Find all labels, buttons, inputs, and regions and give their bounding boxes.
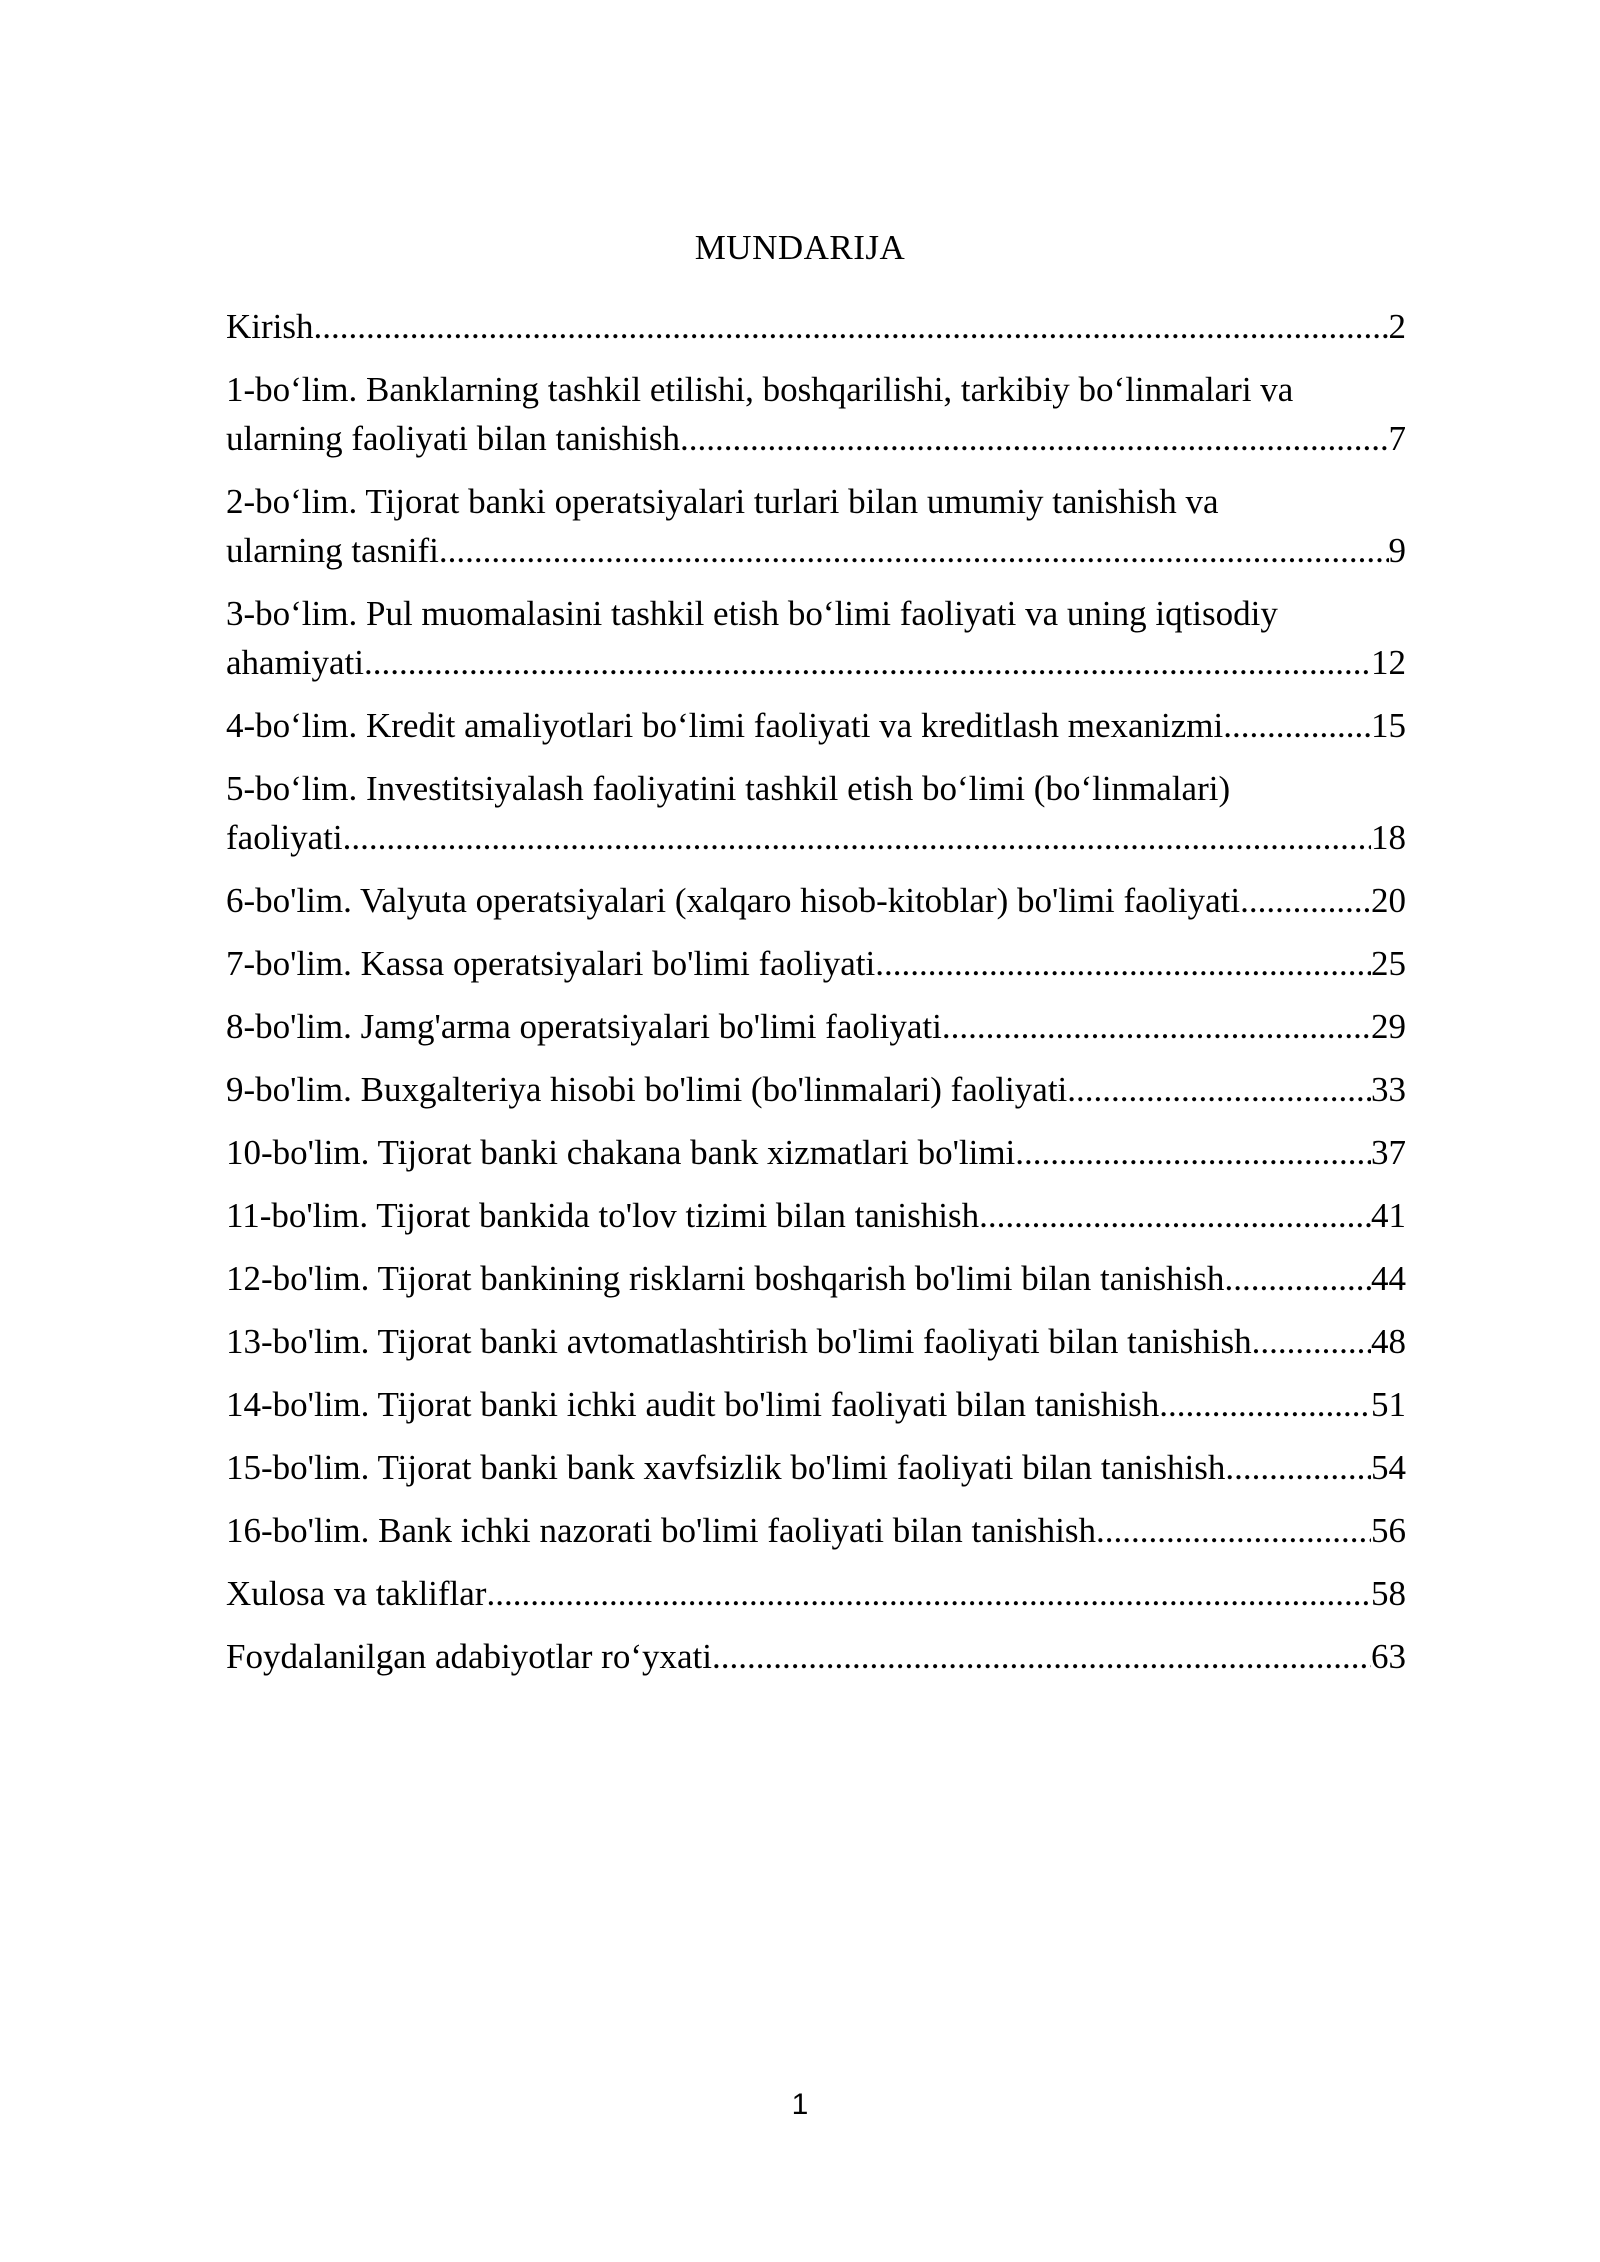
dot-leader: [875, 939, 1371, 988]
toc-entry[interactable]: [226, 477, 1406, 575]
toc-entry[interactable]: [226, 302, 1406, 351]
toc-row: [226, 1254, 1406, 1303]
toc-page-number: 7: [1388, 419, 1406, 458]
toc-entry[interactable]: [226, 1254, 1406, 1303]
toc-row: [226, 813, 1406, 862]
toc-title: MUNDARIJA: [694, 228, 906, 267]
toc-page-number: 37: [1371, 1133, 1406, 1172]
toc-page-number: 63: [1371, 1637, 1406, 1676]
page-number: 1: [791, 2088, 809, 2121]
dot-leader: [1252, 1317, 1371, 1366]
toc-entry[interactable]: [226, 1443, 1406, 1492]
toc-page-number: 44: [1371, 1259, 1406, 1298]
dot-leader: [942, 1002, 1371, 1051]
toc-entry-title: 16-bo'lim. Bank ichki nazorati bo'limi faoliyati bilan tanishish: [226, 1511, 1096, 1550]
dot-leader: [1015, 1128, 1371, 1177]
dot-leader: [439, 526, 1389, 575]
toc-entry-title: 4-bo‘lim. Kredit amaliyotlari bo‘limi faoliyati va kreditlash mexanizmi: [226, 706, 1224, 745]
dot-leader: [343, 813, 1371, 862]
toc-entry[interactable]: [226, 764, 1406, 862]
toc-entry-title: ularning faoliyati bilan tanishish: [226, 419, 680, 458]
toc-entry-title: Foydalanilgan adabiyotlar ro‘yxati: [226, 1637, 712, 1676]
dot-leader: [314, 302, 1389, 351]
toc-page-number: 56: [1371, 1511, 1406, 1550]
table-of-contents: [226, 302, 1406, 1695]
toc-entry[interactable]: [226, 1065, 1406, 1114]
toc-row: [226, 1506, 1406, 1555]
toc-entry[interactable]: [226, 1632, 1406, 1681]
toc-entry-title-line1: 1-bo‘lim. Banklarning tashkil etilishi, boshqarilishi, tarkibiy bo‘linmalari va: [226, 370, 1294, 409]
toc-page-number: 2: [1388, 307, 1406, 346]
dot-leader: [1067, 1065, 1371, 1114]
dot-leader: [1224, 1254, 1371, 1303]
toc-page-number: 48: [1371, 1322, 1406, 1361]
toc-row: [226, 1632, 1406, 1681]
toc-entry-title: 8-bo'lim. Jamg'arma operatsiyalari bo'limi faoliyati: [226, 1007, 942, 1046]
toc-row: [226, 1569, 1406, 1618]
toc-page-number: 51: [1371, 1385, 1406, 1424]
toc-entry[interactable]: [226, 1569, 1406, 1618]
toc-entry[interactable]: [226, 1506, 1406, 1555]
dot-leader: [979, 1191, 1371, 1240]
toc-page-number: 25: [1371, 944, 1406, 983]
dot-leader: [364, 638, 1371, 687]
toc-page-number: 54: [1371, 1448, 1406, 1487]
toc-page-number: 33: [1371, 1070, 1406, 1109]
toc-entry-title: faoliyati: [226, 818, 343, 857]
dot-leader: [1223, 701, 1371, 750]
toc-page-number: 20: [1371, 881, 1406, 920]
toc-row: [226, 1128, 1406, 1177]
toc-entry-title: 10-bo'lim. Tijorat banki chakana bank xizmatlari bo'limi: [226, 1133, 1016, 1172]
toc-row: [226, 701, 1406, 750]
toc-entry[interactable]: [226, 939, 1406, 988]
toc-entry-title: 15-bo'lim. Tijorat banki bank xavfsizlik bo'limi faoliyati bilan tanishish: [226, 1448, 1226, 1487]
toc-entry[interactable]: [226, 1128, 1406, 1177]
toc-page-number: 41: [1371, 1196, 1406, 1235]
toc-entry-title-line1: 2-bo‘lim. Tijorat banki operatsiyalari turlari bilan umumiy tanishish va: [226, 482, 1219, 521]
toc-page-number: 9: [1388, 531, 1406, 570]
toc-entry-title: 13-bo'lim. Tijorat banki avtomatlashtirish bo'limi faoliyati bilan tanishish: [226, 1322, 1252, 1361]
toc-row: [226, 1317, 1406, 1366]
toc-page-number: 29: [1371, 1007, 1406, 1046]
toc-entry[interactable]: [226, 876, 1406, 925]
toc-entry-title: ahamiyati: [226, 643, 365, 682]
dot-leader: [680, 414, 1389, 463]
dot-leader: [1159, 1380, 1371, 1429]
toc-entry[interactable]: [226, 1191, 1406, 1240]
toc-entry-title: 12-bo'lim. Tijorat bankining risklarni boshqarish bo'limi bilan tanishish: [226, 1259, 1225, 1298]
toc-entry[interactable]: [226, 365, 1406, 463]
toc-entry-title: 14-bo'lim. Tijorat banki ichki audit bo'limi faoliyati bilan tanishish: [226, 1385, 1160, 1424]
toc-row: [226, 1065, 1406, 1114]
toc-row: [226, 414, 1406, 463]
toc-entry[interactable]: [226, 589, 1406, 687]
toc-entry-title: Xulosa va takliflar: [226, 1574, 487, 1613]
toc-row: [226, 876, 1406, 925]
toc-row: [226, 638, 1406, 687]
toc-page-number: 12: [1371, 643, 1406, 682]
dot-leader: [1225, 1443, 1371, 1492]
toc-entry-title: Kirish: [226, 307, 314, 346]
dot-leader: [1240, 876, 1371, 925]
toc-row: [226, 1380, 1406, 1429]
toc-row: [226, 1002, 1406, 1051]
dot-leader: [1096, 1506, 1371, 1555]
toc-page-number: 15: [1371, 706, 1406, 745]
toc-page-number: 58: [1371, 1574, 1406, 1613]
toc-entry[interactable]: [226, 1317, 1406, 1366]
toc-page-number: 18: [1371, 818, 1406, 857]
toc-entry[interactable]: [226, 1002, 1406, 1051]
toc-entry-title: 6-bo'lim. Valyuta operatsiyalari (xalqaro hisob-kitoblar) bo'limi faoliyati: [226, 881, 1241, 920]
toc-row: [226, 302, 1406, 351]
toc-entry[interactable]: [226, 1380, 1406, 1429]
toc-row: [226, 526, 1406, 575]
toc-entry[interactable]: [226, 701, 1406, 750]
toc-row: [226, 939, 1406, 988]
toc-entry-title: ularning tasnifi: [226, 531, 439, 570]
toc-entry-title: 11-bo'lim. Tijorat bankida to'lov tizimi bilan tanishish: [226, 1196, 980, 1235]
toc-entry-title: 7-bo'lim. Kassa operatsiyalari bo'limi faoliyati: [226, 944, 876, 983]
dot-leader: [486, 1569, 1371, 1618]
toc-row: [226, 1443, 1406, 1492]
toc-entry-title-line1: 3-bo‘lim. Pul muomalasini tashkil etish bo‘limi faoliyati va uning iqtisodiy: [226, 594, 1278, 633]
toc-row: [226, 1191, 1406, 1240]
dot-leader: [712, 1632, 1371, 1681]
toc-entry-title-line1: 5-bo‘lim. Investitsiyalash faoliyatini tashkil etish bo‘limi (bo‘linmalari): [226, 769, 1231, 808]
toc-entry-title: 9-bo'lim. Buxgalteriya hisobi bo'limi (bo'linmalari) faoliyati: [226, 1070, 1068, 1109]
